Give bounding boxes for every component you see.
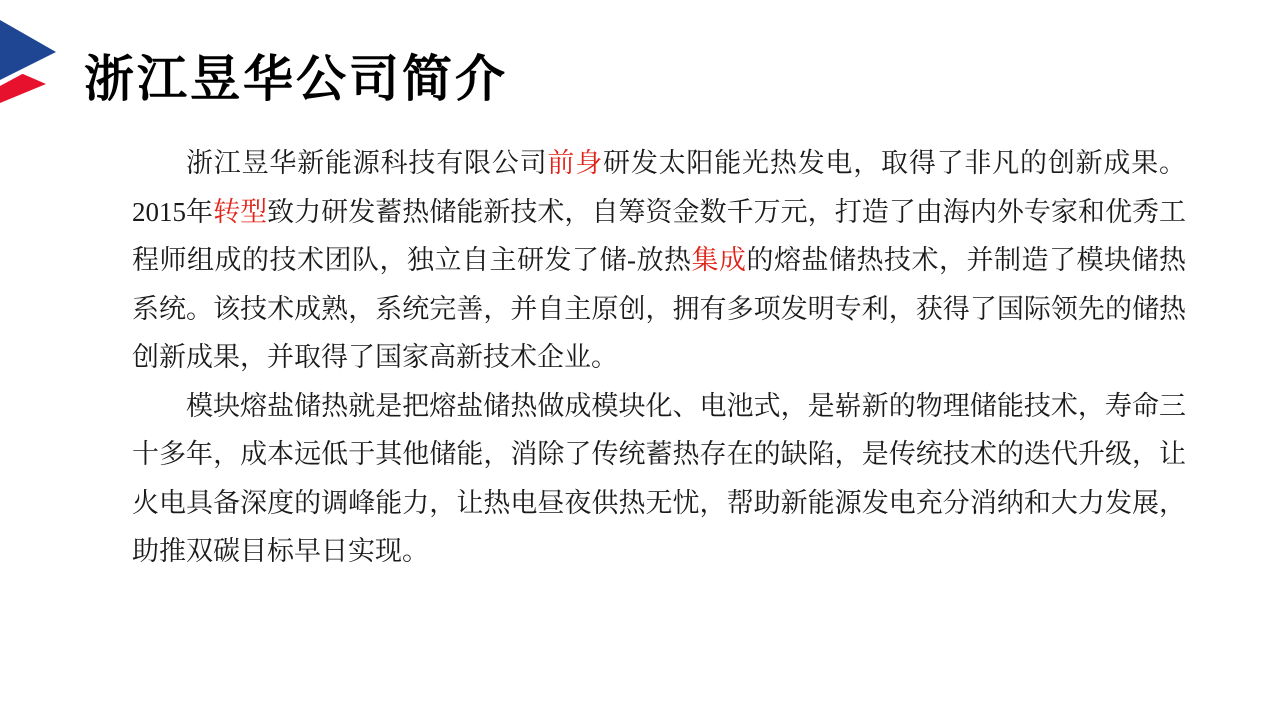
paragraph-technology-intro <box>132 382 1186 576</box>
text-run: 致力研发蓄热储能新技术，自筹资金数千万元，打造了由海内外专家和优秀工程师组成的技术团队，独立自主研发了储-放热 <box>132 196 1187 275</box>
text-run: 浙江昱华新能源科技有限公司 <box>186 148 548 178</box>
highlight-text: 转型 <box>213 196 268 227</box>
paragraph-company-intro <box>132 139 1186 382</box>
body-text <box>132 139 1186 576</box>
text-run: 研发太阳能光热发电，取得了非凡的创新成果。2015年 <box>132 148 1187 227</box>
text-run: 的熔盐储热技术，并制造了模块储热系统。该技术成熟，系统完善，并自主原创，拥有多项发明专利，获得了国际领先的储热创新成果，并取得了国家高新技术企业。 <box>132 245 1186 372</box>
blue-triangle-icon <box>0 20 56 80</box>
text-run: 模块熔盐储热就是把熔盐储热做成模块化、电池式，是崭新的物理储能技术，寿命三十多年，成本远低于其他储能，消除了传统蓄热存在的缺陷，是传统技术的迭代升级，让火电具备深度的调峰能力，让热电昼夜供热无忧，帮助新能源发电充分消纳和大力发展，助推双碳目标早日实现。 <box>132 390 1186 566</box>
highlight-text: 集成 <box>691 245 747 275</box>
highlight-text: 前身 <box>547 148 604 178</box>
arrow-decoration-icon <box>0 0 70 120</box>
page-title: 浙江昱华公司简介 <box>84 51 508 107</box>
